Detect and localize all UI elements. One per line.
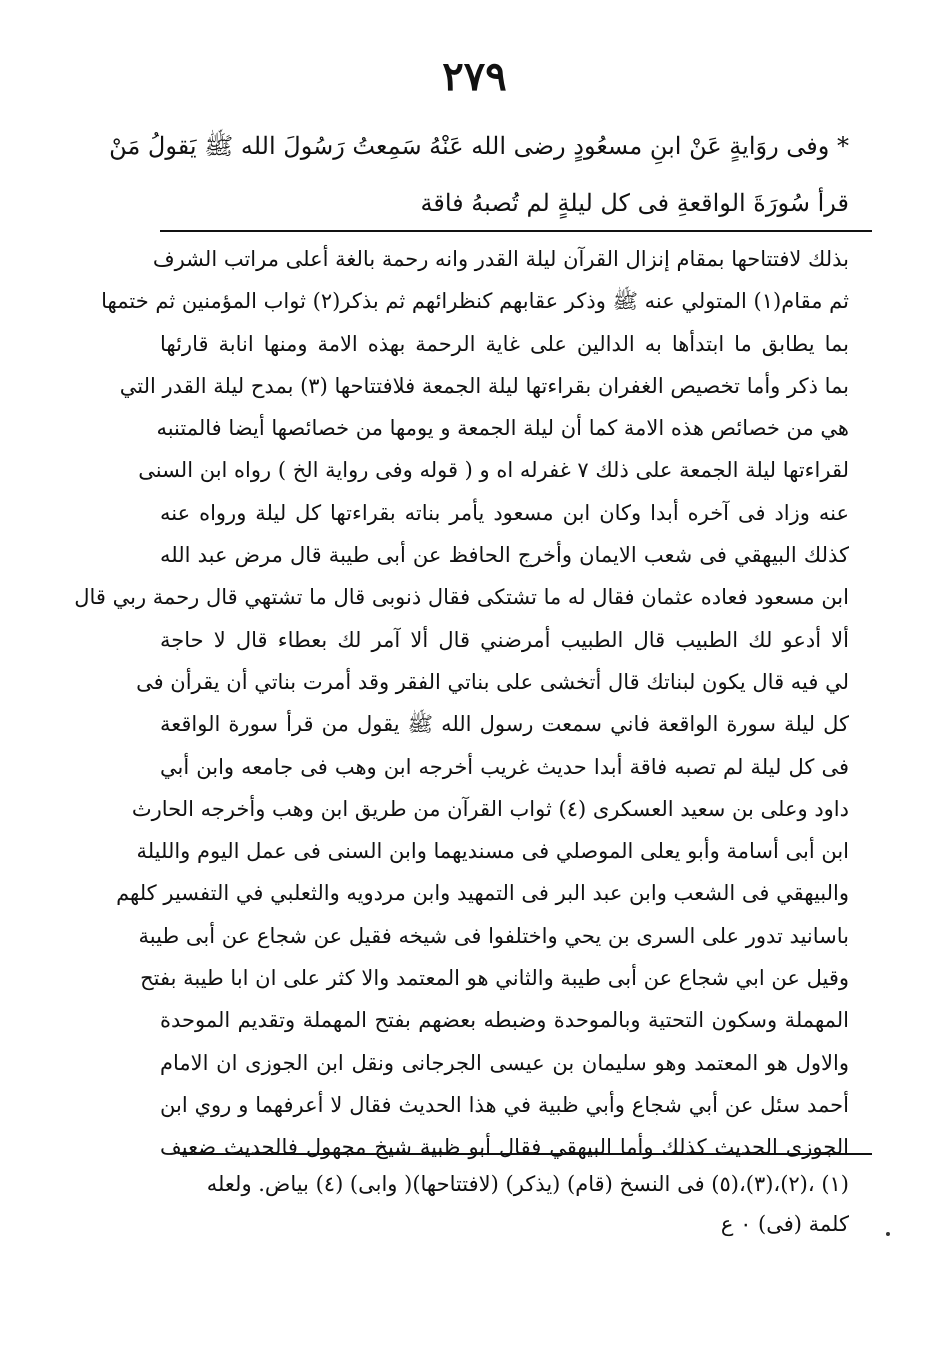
commentary-line: داود وعلى بن سعيد العسكرى (٤) ثواب القرآن من طريق ابن وهب وأخرجه الحارث xyxy=(131,796,849,821)
footnote-line: (١) ،(٢)،(٣)،(٥) فى النسخ (قام) (يذكر) (لافتتاحها)( وابى) (٤) بياض. ولعله xyxy=(206,1172,849,1196)
commentary-line: عنه وزاد فى آخره أبدا وكان ابن مسعود يأمر بناته بقراءتها كل ليلة ورواه عنه xyxy=(160,500,849,525)
section-divider xyxy=(160,230,872,232)
commentary-line: الجوزى الحديث كذلك وأما البيهقي فقال أبو ظبية شيخ مجهول فالحديث ضعيف xyxy=(160,1135,849,1160)
commentary-line: فى كل ليلة لم تصبه فاقة أبدا حديث غريب أخرجه ابن وهب فى جامعه وابن أبي xyxy=(160,754,849,779)
footnotes-block xyxy=(180,1164,849,1244)
margin-dot xyxy=(886,1232,890,1236)
commentary-line: المهملة وسكون التحتية وبالموحدة وضبطه بعضهم بفتح المهملة وتقديم الموحدة xyxy=(160,1008,849,1033)
commentary-line: هي من خصائص هذه الامة كما أن ليلة الجمعة و يومها من خصائصها أيضا فالمتنبه xyxy=(156,416,849,441)
commentary-line: بما ذكر وأما تخصيص الغفران بقراءتها ليلة الجمعة فلافتتاحها (٣) بمدح ليلة القدر التي xyxy=(119,373,849,398)
commentary-line: ابن مسعود فعاده عثمان فقال له ما تشتكى فقال ذنوبى قال ما تشتهي قال رحمة ربي قال xyxy=(74,585,849,610)
commentary-line: لي فيه قال يكون لبناتك قال أتخشى على بناتي الفقر وقد أمرت بناتي أن يقرأن فى xyxy=(136,669,849,694)
commentary-line: ألا أدعو لك الطبيب قال الطبيب أمرضني قال ألا آمر لك بعطاء قال لا حاجة xyxy=(160,627,849,652)
commentary-line: كذلك البيهقي فى شعب الايمان وأخرج الحافظ عن أبى طيبة قال مرض عبد الله xyxy=(160,543,849,568)
footnote-divider xyxy=(180,1153,872,1155)
commentary-line: لقراءتها ليلة الجمعة على ذلك ٧ غفرله اه و ( قوله وفى رواية الخ ) رواه ابن السنى xyxy=(138,458,849,483)
commentary-text-block xyxy=(74,238,849,1169)
footnote-line: كلمة (فى) ٠ ع xyxy=(720,1212,849,1236)
hadith-text-block xyxy=(109,118,849,232)
commentary-line: أحمد سئل عن أبي شجاع وأبي ظبية في هذا الحديث فقال لا أعرفهما و روي ابن xyxy=(160,1092,849,1117)
commentary-line: ثم مقام(١) المتولي عنه ﷺ وذكر عقابهم كنظرائهم ثم بذكر(٢) ثواب المؤمنين ثم ختمها xyxy=(101,289,849,314)
hadith-line: قرأ سُورَةَ الواقعةِ فى كل ليلةٍ لم تُصبهُ فاقة xyxy=(420,189,849,217)
hadith-line: * وفى روَايةٍ عَنْ ابنِ مسعُودٍ رضى الله عَنْهُ سَمِعتُ رَسُولَ الله ﷺ يَقولُ مَنْ xyxy=(109,132,849,160)
commentary-line: ابن أبى أسامة وأبو يعلى الموصلي فى مسنديهما وابن السنى فى عمل اليوم والليلة xyxy=(136,839,849,864)
commentary-line: والبيهقي فى الشعب وابن عبد البر فى التمهيد وابن مردويه والثعلبي في التفسير كلهم xyxy=(116,881,849,906)
commentary-line: بذلك لافتتاحها بمقام إنزال القرآن ليلة القدر وانه رحمة بالغة أعلى مراتب الشرف xyxy=(152,247,849,271)
commentary-line: بما يطابق ما ابتدأها به الدالين على غاية الرحمة بهذه الامة ومنها انابة قارئها xyxy=(160,331,849,356)
commentary-line: باسانيد تدور على السرى بن يحي واختلفوا فى شيخه فقيل عن شجاع عن أبى طيبة xyxy=(138,923,849,948)
commentary-line: والاول هو المعتمد وهو سليمان بن عيسى الجرجانى ونقل ابن الجوزى ان الامام xyxy=(160,1050,849,1075)
page-number: ٢٧٩ xyxy=(442,53,507,100)
commentary-line: كل ليلة سورة الواقعة فاني سمعت رسول الله ﷺ يقول من قرأ سورة الواقعة xyxy=(160,712,849,737)
commentary-line: وقيل عن ابي شجاع عن أبى طيبة والثاني هو المعتمد والا كثر على ان ابا طيبة بفتح xyxy=(140,966,849,991)
